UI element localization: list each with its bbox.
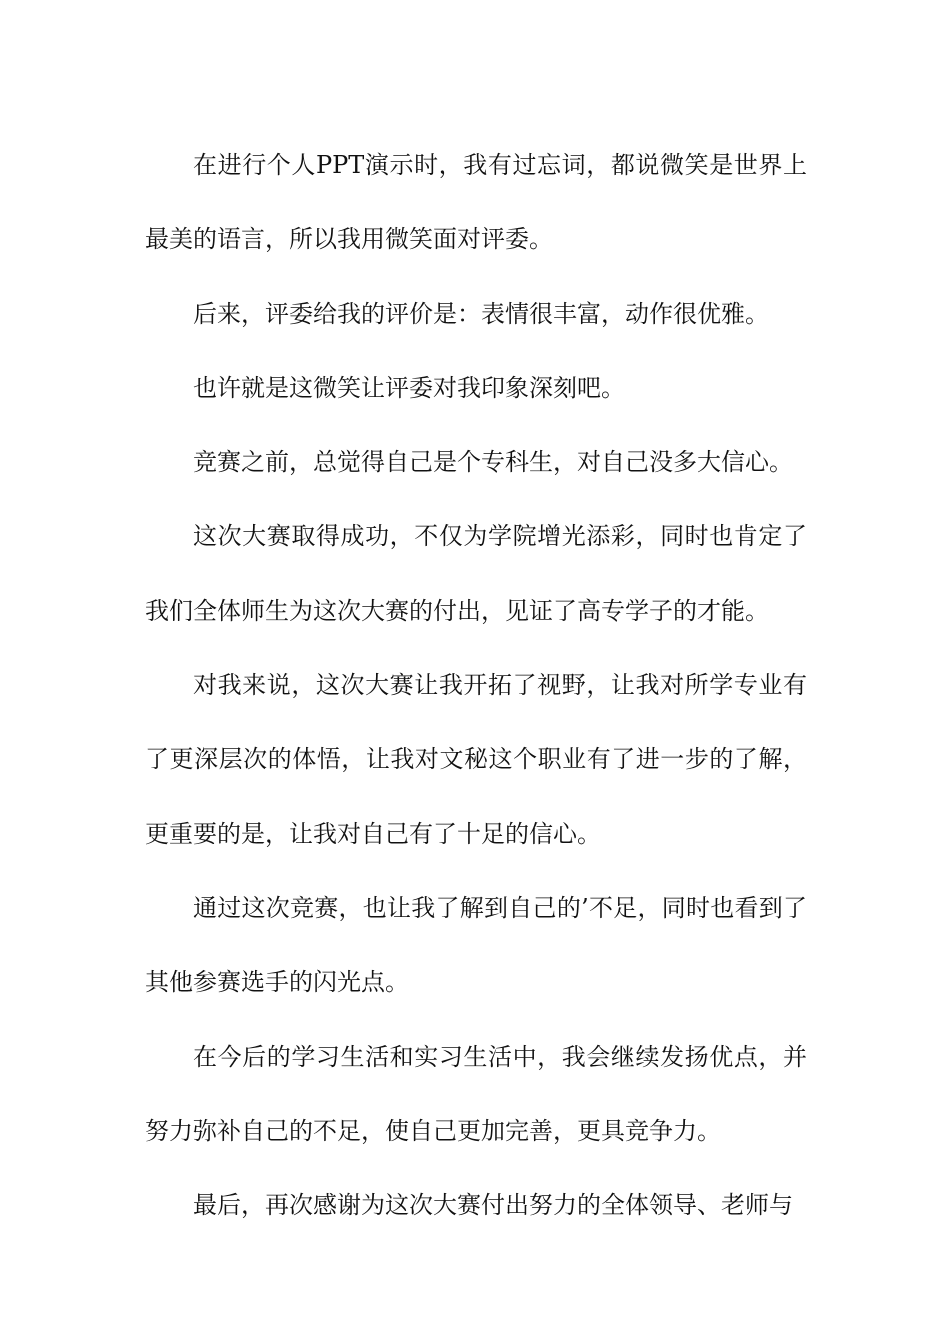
paragraph-7: 通过这次竞赛，也让我了解到自己的’不足，同时也看到了其他参赛选手的闪光点。	[145, 893, 807, 997]
paragraph-1: 在进行个人PPT演示时，我有过忘词，都说微笑是世界上最美的语言，所以我用微笑面对评委。	[145, 151, 807, 254]
paragraph-2: 后来，评委给我的评价是：表情很丰富，动作很优雅。	[193, 299, 769, 328]
paragraph-8: 在今后的学习生活和实习生活中，我会继续发扬优点，并努力弥补自己的不足，使自己更加完善，更具竞争力。	[145, 1042, 807, 1145]
paragraph-6: 对我来说，这次大赛让我开拓了视野，让我对所学专业有了更深层次的体悟，让我对文秘这个职业有了进一步的了解，更重要的是，让我对自己有了十足的信心。	[145, 671, 807, 848]
paragraph-3: 也许就是这微笑让评委对我印象深刻吧。	[193, 373, 625, 402]
paragraph-4: 竞赛之前，总觉得自己是个专科生，对自己没多大信心。	[193, 448, 793, 477]
paragraph-5: 这次大赛取得成功，不仅为学院增光添彩，同时也肯定了我们全体师生为这次大赛的付出，见证了高专学子的才能。	[145, 522, 807, 625]
paragraph-9: 最后，再次感谢为这次大赛付出努力的全体领导、老师与	[193, 1191, 793, 1220]
document-body	[145, 128, 807, 1242]
